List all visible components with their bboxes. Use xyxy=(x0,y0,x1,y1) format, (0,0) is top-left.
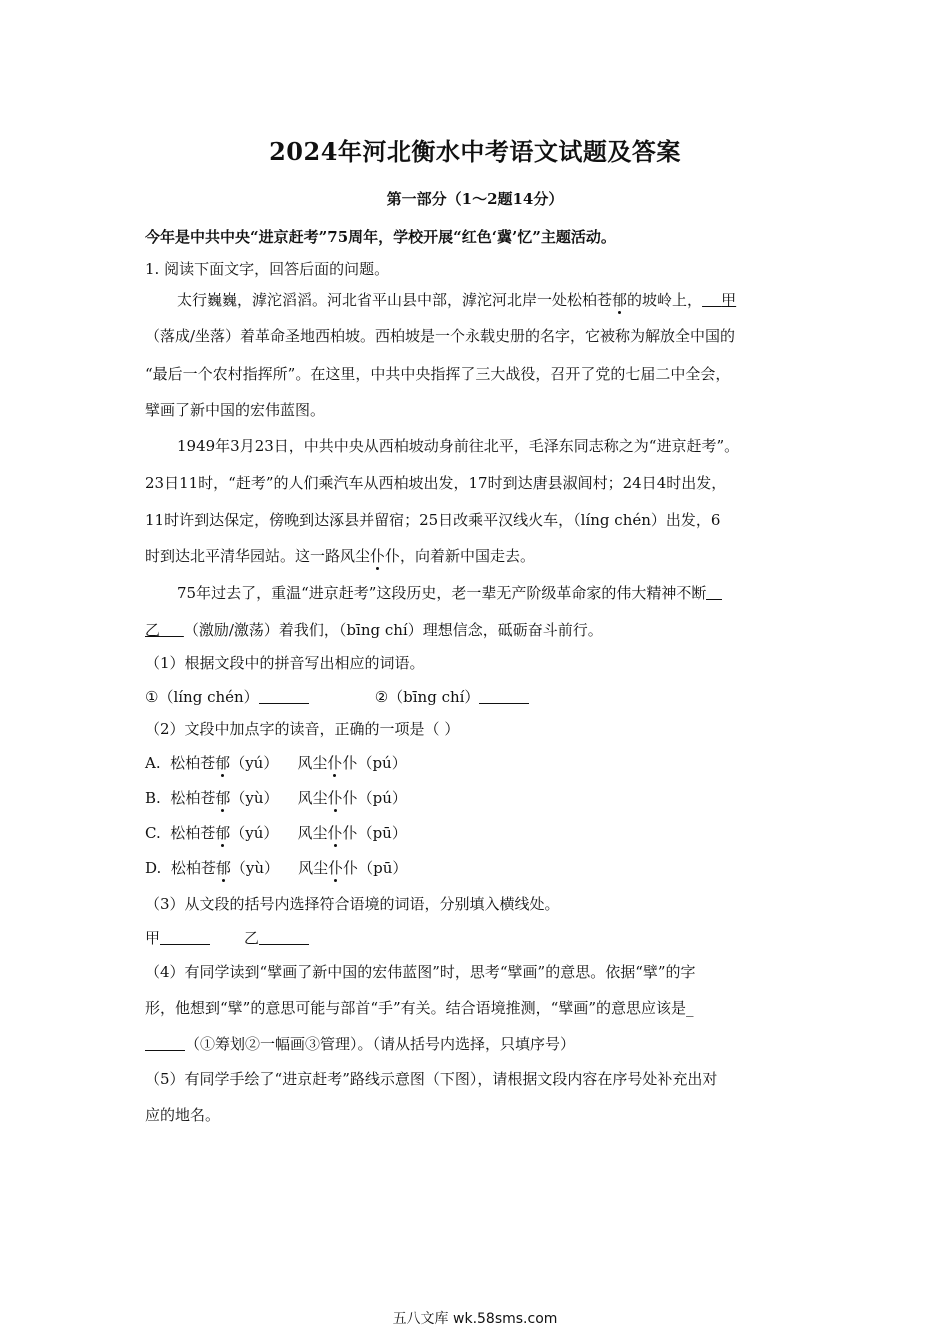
option-reading: （pū） xyxy=(357,824,407,842)
blank-label: 甲 xyxy=(721,291,737,309)
passage-text: 仆，向着新中国走去。 xyxy=(385,547,536,565)
option-text: 松柏苍 xyxy=(170,754,216,772)
option-text: 仆 xyxy=(342,824,358,842)
passage-p2-line3: 11时许到达保定，傍晚到达涿县并留宿；25日改乘平汉线火车，（líng chén）出发，6 xyxy=(145,511,721,529)
answer-jia-blank[interactable] xyxy=(160,929,210,945)
option-c[interactable] xyxy=(145,822,407,844)
answer-4-blank[interactable] xyxy=(145,1035,185,1051)
option-text: 松柏苍 xyxy=(170,789,216,807)
passage-text: 太行巍巍，滹沱滔滔。河北省平山县中部，滹沱河北岸一处松柏苍 xyxy=(177,291,613,309)
answer-2-label: ②（bīng chí） xyxy=(374,688,480,706)
sub-question-4-line2: 形，他想到“擘”的意思可能与部首“手”有关。结合语境推测，“擘画”的意思应该是_ xyxy=(145,999,694,1017)
page-title: 2024年河北衡水中考语文试题及答案 xyxy=(269,137,681,166)
sub-question-5-line2: 应的地名。 xyxy=(145,1106,221,1124)
dotted-char: 仆 xyxy=(327,824,343,842)
page-footer: 五八文库 wk.58sms.com xyxy=(392,1311,558,1327)
blank-line xyxy=(706,584,722,600)
option-letter: D. xyxy=(145,859,162,877)
option-text: 仆 xyxy=(343,859,359,877)
sub-question-1: （1）根据文段中的拼音写出相应的词语。 xyxy=(145,654,425,672)
sub-question-4-line1: （4）有同学读到“擘画了新中国的宏伟蓝图”时，思考“擘画”的意思。依据“擘”的字 xyxy=(145,963,696,981)
passage-p3-line1 xyxy=(177,582,722,604)
option-letter: A. xyxy=(145,754,161,772)
dotted-char: 郁 xyxy=(215,789,231,807)
passage-p2-line1: 1949年3月23日，中共中央从西柏坡动身前往北平，毛泽东同志称之为“进京赶考”。 xyxy=(177,437,740,455)
answer-yi-label: 乙 xyxy=(244,929,260,947)
answer-2-blank[interactable] xyxy=(479,688,529,704)
blank-label: 乙 xyxy=(145,621,161,639)
blank-yi xyxy=(145,621,184,639)
option-reading: （pū） xyxy=(358,859,408,877)
intro-text: 今年是中共中央“进京赶考”75周年，学校开展“红色‘冀’忆”主题活动。 xyxy=(145,228,616,246)
sub-question-3: （3）从文段的括号内选择符合语境的词语，分别填入横线处。 xyxy=(145,895,560,913)
passage-p1-line4: 擘画了新中国的宏伟蓝图。 xyxy=(145,401,326,419)
answer-jia-label: 甲 xyxy=(145,929,161,947)
passage-text: （激励/激荡）着我们，（bīng chí）理想信念，砥砺奋斗前行。 xyxy=(183,621,603,639)
option-text: 风尘 xyxy=(298,859,329,877)
option-text: 松柏苍 xyxy=(170,859,216,877)
sub-question-2: （2）文段中加点字的读音，正确的一项是（ ） xyxy=(145,720,460,738)
passage-text: 的坡岭上， xyxy=(627,291,703,309)
dotted-char: 郁 xyxy=(612,291,628,309)
dotted-char: 仆 xyxy=(327,754,343,772)
dotted-char: 郁 xyxy=(215,754,231,772)
passage-p2-line2: 23日11时，“赶考”的人们乘汽车从西柏坡出发，17时到达唐县淑闾村；24日4时出发， xyxy=(145,474,727,492)
option-a[interactable] xyxy=(145,752,407,774)
blank-jia xyxy=(702,291,736,309)
option-text: 风尘 xyxy=(297,824,328,842)
section-heading: 第一部分（1～2题14分） xyxy=(386,190,564,208)
option-text: 松柏苍 xyxy=(170,824,216,842)
sub-question-4-text: （①筹划②一幅画③管理）。（请从括号内选择，只填序号） xyxy=(185,1035,576,1053)
passage-p1-line2: （落成/坐落）着革命圣地西柏坡。西柏坡是一个永载史册的名字，它被称为解放全中国的 xyxy=(145,327,736,345)
dotted-char: 仆 xyxy=(327,789,343,807)
option-text: 仆 xyxy=(342,754,358,772)
option-text: 风尘 xyxy=(297,754,328,772)
passage-p1-line3: “最后一个农村指挥所”。在这里，中共中央指挥了三大战役，召开了党的七届二中全会， xyxy=(145,365,731,383)
answer-1-blank[interactable] xyxy=(259,688,309,704)
option-reading: （yù） xyxy=(230,789,279,807)
option-reading: （pú） xyxy=(357,789,407,807)
sub-question-3-answers xyxy=(145,927,309,949)
passage-p1-line1 xyxy=(177,289,736,311)
option-reading: （pú） xyxy=(357,754,407,772)
option-reading: （yù） xyxy=(230,859,279,877)
passage-p2-line4 xyxy=(145,545,535,567)
option-letter: C. xyxy=(145,824,161,842)
passage-p3-line2 xyxy=(145,619,603,641)
option-text: 风尘 xyxy=(297,789,328,807)
question-1: 1. 阅读下面文字，回答后面的问题。 xyxy=(145,260,390,278)
dotted-char: 郁 xyxy=(215,859,231,877)
passage-text: 时到达北平清华园站。这一路风尘 xyxy=(145,547,371,565)
option-reading: （yú） xyxy=(230,754,279,772)
dotted-char: 仆 xyxy=(328,859,344,877)
answer-1-label: ①（líng chén） xyxy=(145,688,259,706)
dotted-char: 仆 xyxy=(370,547,386,565)
option-text: 仆 xyxy=(342,789,358,807)
sub-question-4-line3 xyxy=(145,1033,575,1055)
passage-text: 75年过去了，重温“进京赶考”这段历史，老一辈无产阶级革命家的伟大精神不断 xyxy=(177,584,707,602)
sub-question-1-answers xyxy=(145,686,529,708)
option-letter: B. xyxy=(145,789,161,807)
sub-question-5-line1: （5）有同学手绘了“进京赶考”路线示意图（下图），请根据文段内容在序号处补充出对 xyxy=(145,1070,718,1088)
option-d[interactable] xyxy=(145,857,407,879)
answer-yi-blank[interactable] xyxy=(259,929,309,945)
dotted-char: 郁 xyxy=(215,824,231,842)
option-b[interactable] xyxy=(145,787,407,809)
option-reading: （yú） xyxy=(230,824,279,842)
